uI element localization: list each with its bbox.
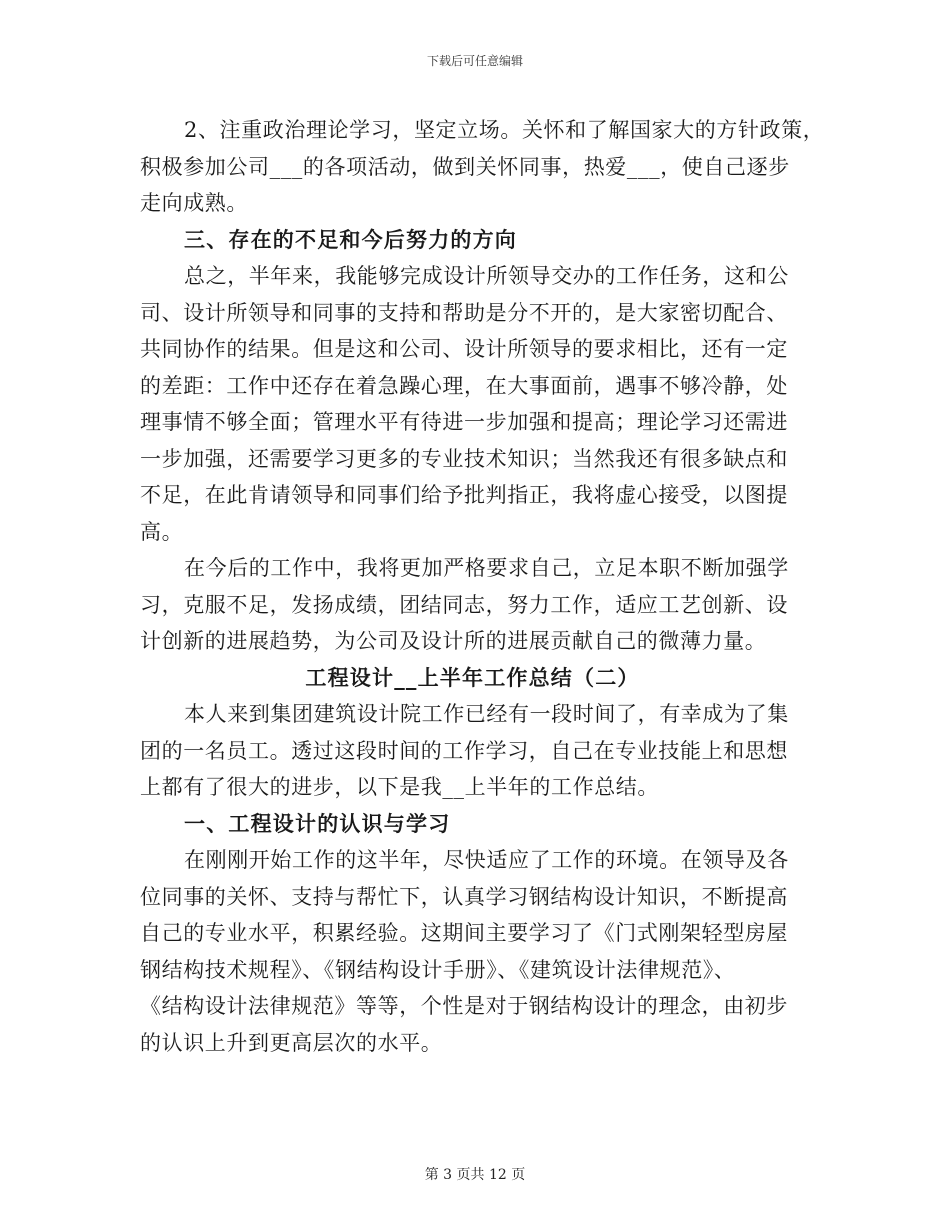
document-body bbox=[140, 112, 825, 1061]
paragraph-line: 共同协作的结果。但是这和公司、设计所领导的要求相比，还有一定 bbox=[140, 337, 788, 361]
header-note: 下载后可任意编辑 bbox=[426, 54, 523, 68]
paragraph-line: 自己的专业水平，积累经验。这期间主要学习了《门式刚架轻型房屋 bbox=[140, 921, 788, 945]
paragraph-line: 司、设计所领导和同事的支持和帮助是分不开的，是大家密切配合、 bbox=[140, 300, 788, 325]
paragraph-line: 走向成熟。 bbox=[140, 191, 248, 215]
paragraph-line: 上都有了很大的进步，以下是我__上半年的工作总结。 bbox=[140, 775, 659, 799]
document-subtitle: 工程设计__上半年工作总结（二） bbox=[305, 665, 640, 690]
paragraph-line: 2、注重政治理论学习，坚定立场。关怀和了解国家大的方针政策， bbox=[184, 118, 825, 142]
paragraph-line: 一步加强，还需要学习更多的专业技术知识；当然我还有很多缺点和 bbox=[140, 446, 788, 471]
section-heading: 一、工程设计的认识与学习 bbox=[184, 811, 451, 836]
paragraph-line: 在今后的工作中，我将更加严格要求自己，立足本职不断加强学 bbox=[184, 556, 789, 580]
paragraph-line: 的认识上升到更高层次的水平。 bbox=[140, 1030, 443, 1055]
paragraph-line: 钢结构技术规程》、《钢结构设计手册》、《建筑设计法律规范》、 bbox=[140, 957, 736, 982]
paragraph-line: 积极参加公司___的各项活动，做到关怀同事，热爱___，使自己逐步 bbox=[140, 154, 790, 179]
paragraph-line: 不足，在此肯请领导和同事们给予批判指正，我将虚心接受，以图提 bbox=[140, 483, 788, 507]
paragraph-line: 团的一名员工。透过这段时间的工作学习，自己在专业技能上和思想 bbox=[140, 738, 788, 763]
paragraph-line: 习，克服不足，发扬成绩，团结同志，努力工作，适应工艺创新、设 bbox=[140, 592, 788, 617]
paragraph-line: 位同事的关怀、支持与帮忙下，认真学习钢结构设计知识，不断提高 bbox=[140, 884, 788, 909]
paragraph-line: 在刚刚开始工作的这半年，尽快适应了工作的环境。在领导及各 bbox=[184, 848, 789, 872]
paragraph-line: 《结构设计法律规范》等等，个性是对于钢结构设计的理念，由初步 bbox=[140, 994, 788, 1018]
page-number: 第 3 页共 12 页 bbox=[424, 1167, 526, 1183]
paragraph-line: 高。 bbox=[140, 519, 184, 544]
section-heading: 三、存在的不足和今后努力的方向 bbox=[184, 227, 517, 252]
paragraph-line: 理事情不够全面；管理水平有待进一步加强和提高；理论学习还需进 bbox=[140, 410, 788, 434]
paragraph-line: 计创新的进展趋势，为公司及设计所的进展贡献自己的微薄力量。 bbox=[140, 629, 767, 653]
paragraph-line: 总之，半年来，我能够完成设计所领导交办的工作任务，这和公 bbox=[184, 264, 789, 288]
paragraph-line: 本人来到集团建筑设计院工作已经有一段时间了，有幸成为了集 bbox=[184, 702, 789, 726]
paragraph-line: 的差距：工作中还存在着急躁心理，在大事面前，遇事不够冷静，处 bbox=[140, 373, 788, 398]
